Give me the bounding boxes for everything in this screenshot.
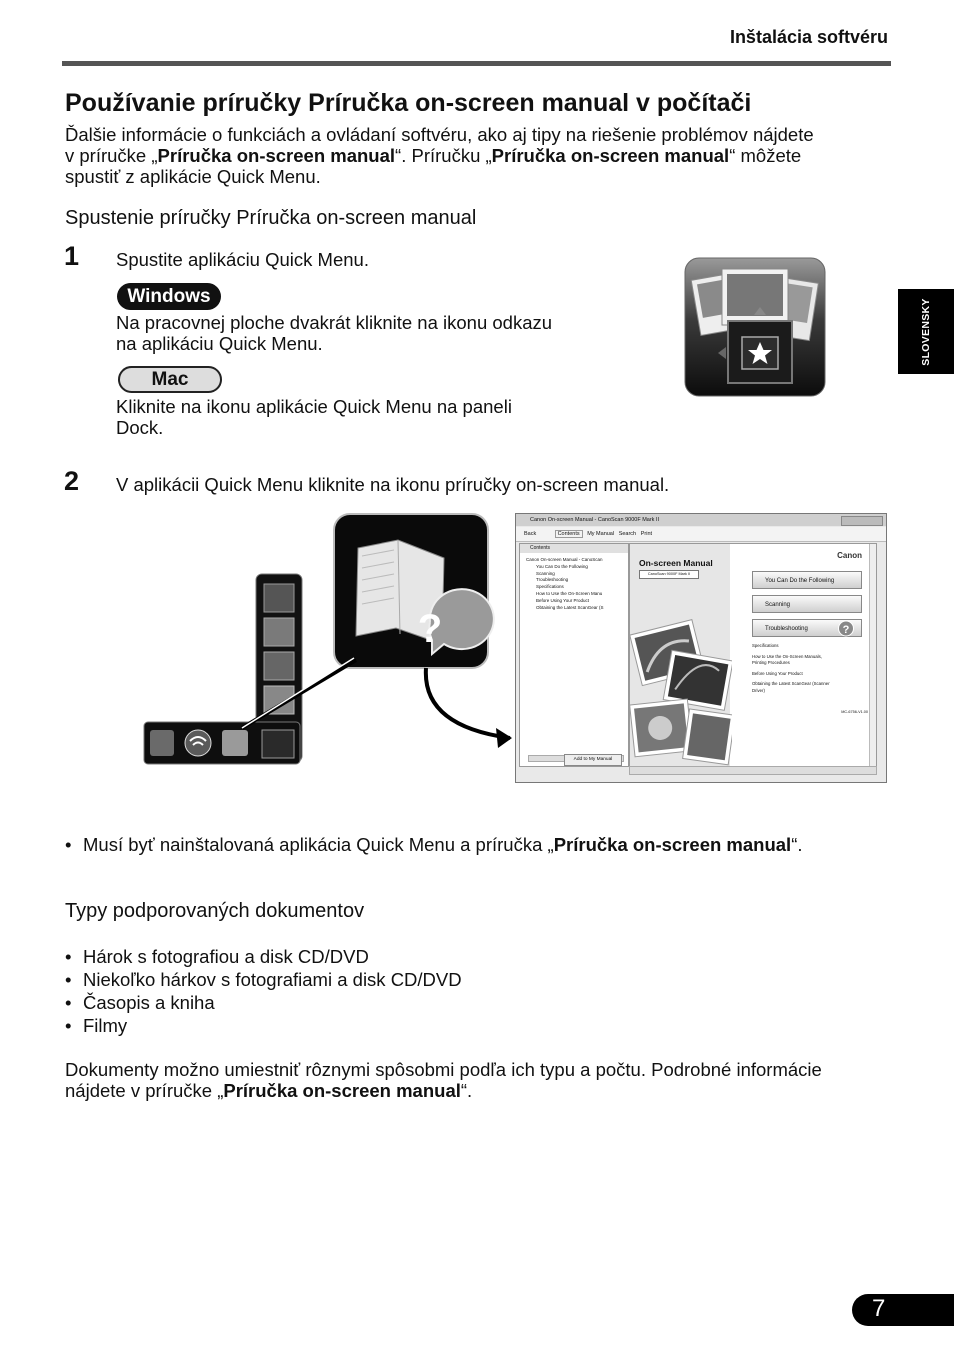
contents-tree — [520, 553, 628, 611]
outro-line-2 — [65, 1080, 887, 1101]
manual-name: Príručka on-screen manual — [223, 1080, 461, 1101]
intro-line-1: Ďalšie informácie o funkciách a ovládaní softvéru, ako aj tipy na riešenie problémov nájdete — [65, 124, 814, 145]
windows-instruction — [116, 312, 616, 354]
manual-window-screenshot — [515, 513, 887, 783]
manual-name: Príručka on-screen manual — [157, 145, 396, 166]
toolbar-back[interactable]: Back — [524, 531, 537, 537]
model-name: CanoScan 9000F Mark II — [639, 570, 699, 579]
tree-item[interactable]: Before Using Your Product — [536, 597, 590, 603]
cover-photos — [630, 596, 732, 766]
page-number: 7 — [872, 1295, 886, 1322]
manual-name: Príručka on-screen manual — [491, 145, 730, 166]
link-how-to-use[interactable]: How to Use the On-Screen Manuals, — [752, 653, 822, 659]
tree-item[interactable]: You Can Do the Following — [536, 563, 588, 569]
mac-instruction — [116, 396, 616, 438]
step-1-text: Spustite aplikáciu Quick Menu. — [116, 249, 369, 270]
language-tab — [898, 289, 954, 374]
outro-line-1: Dokumenty možno umiestniť rôznymi spôsobmi podľa ich typu a počtu. Podrobné informácie — [65, 1059, 822, 1080]
link-printing-procedures[interactable]: Printing Procedures — [752, 660, 790, 665]
list-item: • Hárok s fotografiou a disk CD/DVD — [65, 946, 369, 967]
tree-item[interactable]: Canon On-screen Manual - CanoScan — [526, 557, 603, 562]
canon-logo: Canon — [837, 551, 862, 560]
svg-text:?: ? — [417, 607, 443, 651]
window-title-bar — [516, 514, 886, 526]
link-before-using[interactable]: Before Using Your Product — [752, 670, 803, 676]
link-driver[interactable]: Driver) — [752, 687, 765, 693]
vertical-scrollbar[interactable] — [869, 544, 876, 766]
intro-line-3: spustiť z aplikácie Quick Menu. — [65, 166, 321, 187]
content-scrollbar[interactable] — [629, 766, 877, 775]
tree-item[interactable]: Specifications — [536, 584, 564, 590]
tree-item[interactable]: Scanning — [536, 570, 555, 576]
manual-content-pane — [629, 543, 877, 767]
toolbar-my-manual[interactable]: My Manual — [587, 531, 615, 537]
menu-links — [752, 643, 868, 694]
window-toolbar — [516, 527, 886, 542]
toolbar-print[interactable]: Print — [640, 531, 653, 537]
page-title: Používanie príručky Príručka on-screen manual v počítači — [65, 89, 752, 117]
windows-line-1: Na pracovnej ploche dvakrát kliknite na ikonu odkazu — [116, 312, 553, 333]
mac-badge: Mac — [118, 366, 222, 393]
document-code: MC-6756-V1.00 — [841, 710, 868, 714]
quick-menu-app-icon[interactable] — [684, 257, 826, 397]
bullet-dot: • — [65, 834, 72, 855]
section-heading-documents: Typy podporovaných dokumentov — [65, 900, 365, 922]
windows-badge: Windows — [117, 283, 221, 310]
mac-line-2: Dock. — [116, 417, 164, 438]
menu-button-you-can-do[interactable]: You Can Do the Following — [752, 571, 862, 589]
intro-line-2 — [65, 145, 887, 166]
tree-item[interactable]: Obtaining the Latest ScanGear (S — [536, 604, 604, 610]
outro-paragraph — [65, 1059, 887, 1101]
text-run: “. — [791, 834, 803, 855]
step-2-text: V aplikácii Quick Menu kliknite na ikonu príručky on-screen manual. — [116, 474, 670, 495]
list-item-text: Filmy — [83, 1015, 128, 1036]
intro-paragraph — [65, 124, 887, 187]
svg-text:?: ? — [842, 624, 850, 636]
running-header: Inštalácia softvéru — [729, 27, 888, 47]
list-item: • Niekoľko hárkov s fotografiami a disk CD/DVD — [65, 969, 462, 990]
text-run: v príručke „ — [65, 145, 158, 166]
manual-name: Príručka on-screen manual — [553, 834, 792, 855]
toolbar-contents[interactable]: Contents — [555, 530, 583, 538]
text-run: “. — [460, 1080, 473, 1101]
windows-line-2: na aplikáciu Quick Menu. — [116, 333, 323, 354]
add-to-my-manual-button[interactable]: Add to My Manual — [564, 754, 622, 766]
window-controls[interactable] — [841, 516, 883, 526]
tree-item[interactable]: How to Use the On-Screen Manu — [536, 590, 603, 596]
contents-pane-label: Contents — [520, 544, 628, 553]
list-item-text: Časopis a kniha — [83, 992, 215, 1013]
section-heading-launch: Spustenie príručky Príručka on-screen manual — [65, 207, 477, 229]
link-latest-scangear[interactable]: Obtaining the Latest ScanGear (Scanner — [752, 681, 830, 686]
dock-scan-icon[interactable] — [150, 730, 174, 756]
mac-line-1: Kliknite na ikonu aplikácie Quick Menu na paneli — [116, 396, 512, 417]
toolbar-search[interactable]: Search — [618, 531, 637, 537]
contents-pane — [519, 543, 629, 767]
text-run: “. Príručku „ — [395, 145, 492, 166]
document-type-list — [65, 945, 462, 1037]
step-1-number: 1 — [64, 241, 80, 271]
list-item: • Časopis a kniha — [65, 992, 215, 1013]
text-run: “ môžete — [729, 145, 802, 166]
list-item-text: Hárok s fotografiou a disk CD/DVD — [83, 946, 369, 967]
language-tab-label: SLOVENSKY — [920, 297, 932, 366]
quick-menu-dock-screenshot — [140, 512, 512, 772]
text-run: Musí byť nainštalovaná aplikácia Quick Menu a príručka „ — [83, 834, 554, 855]
text-run: nájdete v príručke „ — [65, 1080, 224, 1101]
help-question-icon — [833, 620, 859, 637]
window-title: Canon On-screen Manual - CanoScan 9000F Mark II — [530, 517, 660, 523]
link-specifications[interactable]: Specifications — [752, 643, 779, 648]
list-item: • Filmy — [65, 1015, 128, 1036]
manual-title: On-screen Manual — [639, 558, 713, 568]
page-number-tab — [852, 1294, 954, 1326]
list-item-text: Niekoľko hárkov s fotografiami a disk CD/DVD — [83, 969, 462, 990]
manual-shortcut-icon[interactable] — [222, 730, 248, 756]
requirement-note — [65, 834, 803, 856]
menu-button-troubleshooting[interactable]: Troubleshooting — [752, 619, 862, 637]
menu-button-scanning[interactable]: Scanning — [752, 595, 862, 613]
tree-item[interactable]: Troubleshooting — [536, 577, 569, 583]
header-rule — [62, 61, 891, 66]
step-2-number: 2 — [64, 466, 80, 496]
